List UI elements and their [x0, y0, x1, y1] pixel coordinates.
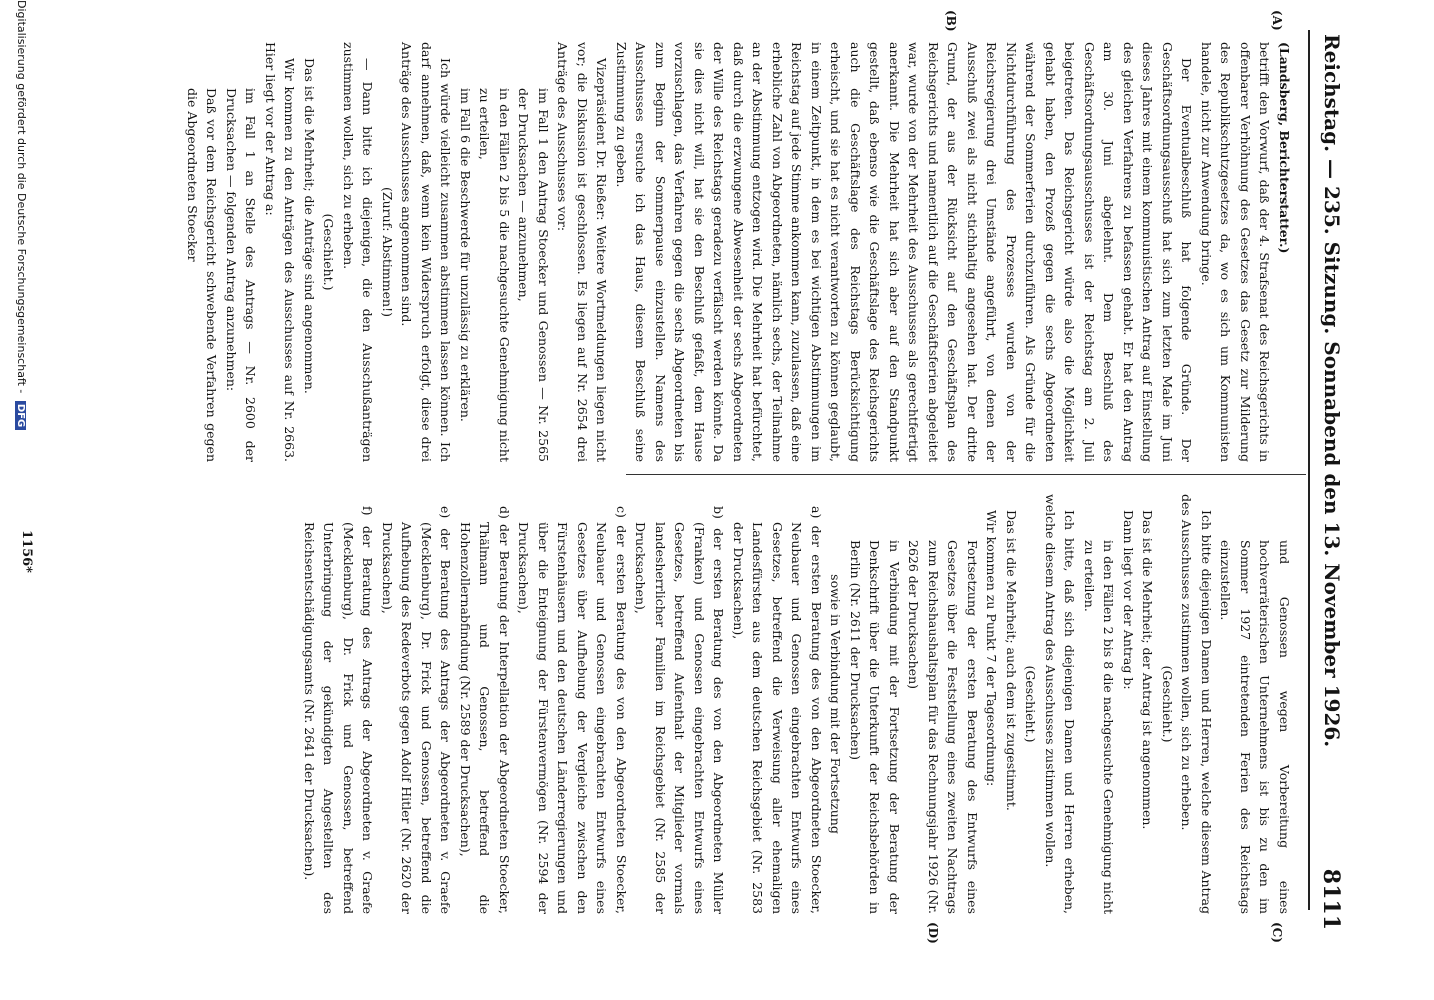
paragraph: a) der ersten Beratung des von den Abgeordneten Stoecker, Neubauer und Genossen eingebrachten Entwurfs eines Gesetzes, betreffend die Verweisung aller ehemaligen Landesfürsten aus dem deutschen Reichsgebiet (Nr. 2583 der Drucksachen), [731, 506, 824, 914]
paragraph: in den Fällen 2 bis 8 die nachgesuchte Genehmigung nicht zu erteilen. [1082, 540, 1117, 914]
paragraph: (Landsberg, Berichterstatter.) [1277, 42, 1292, 254]
paragraph: (Geschieht.) [1160, 665, 1175, 743]
header-page-number: 8111 [1318, 868, 1344, 930]
paragraph: im Fall 1 an Stelle des Antrags — Nr. 2600 der Drucksachen — folgenden Antrag anzunehmen: [224, 88, 259, 462]
paragraph: in den Fällen 2 bis 5 die nachgesuchte Genehmigung nicht zu erteilen, [477, 88, 512, 462]
paragraph: Das ist die Mehrheit; die Anträge sind angenommen. [302, 58, 317, 394]
margin-mark-a: (A) [1270, 10, 1284, 31]
paragraph: d) der Beratung der Interpellation der Abgeordneten Stoecker, Thälmann und Genossen, betreffend die Hohenzollernabfindung (Nr. 2589 der Drucksachen), [458, 506, 512, 914]
paragraph: — Dann bitte ich diejenigen, die den Ausschußanträgen zustimmen wollen, sich zu erheben. [341, 42, 376, 462]
paragraph: b) der ersten Beratung des von den Abgeordneten Müller (Franken) und Genossen eingebrachten Entwurfs eines Gesetzes, betreffend Aufenthalt der Mitglieder vormals landesherrlicher Familien im Reichsgebiet (Nr. 2585 der Drucksachen), [633, 506, 727, 914]
left-column [183, 42, 1295, 462]
margin-mark-d: (D) [926, 922, 940, 944]
paragraph: (Geschieht.) [1023, 665, 1039, 743]
paragraph: Wir kommen zu Punkt 7 der Tagesordnung: [984, 510, 1000, 787]
paragraph: Das ist die Mehrheit; auch dem ist zugestimmt. [1004, 510, 1019, 811]
paragraph: f) der Beratung des Antrags der Abgeordneten v. Graefe (Mecklenburg), Dr. Frick und Genossen, betreffend Unterbringung der gekündigten Angestellten des Reichsentschädigungsamts (Nr. 2641 der Drucksachen). [302, 506, 376, 914]
paragraph: Dann liegt vor der Antrag b: [1121, 510, 1136, 690]
column-divider [626, 474, 1306, 475]
header-title: Reichstag. — 235. Sitzung. Sonnabend den 13. November 1926. [1320, 34, 1344, 748]
paragraph: betrifft den Vorwurf, daß der 4. Strafsenat des Reichsgerichts in offenbarer Verhöhnung des Gesetzes das Gesetz zur Milderung des Republikschutzgesetzes da, wo es sich um Kommunisten handele, nicht zur Anwendung bringe. [1199, 42, 1273, 462]
paragraph: Daß vor dem Reichsgericht schwebende Verfahren gegen die Abgeordneten Stoecker [185, 88, 220, 462]
paragraph: Der Eventualbeschluß hat folgende Gründe. Der Geschäftsordnungsausschuß hat sich zum letzten Male im Juni dieses Jahres mit einem kommunistischen Antrag auf Einstellung des gleichen Verfahrens zu befassen gehabt. Er hat den Antrag am 30. Juni abgelehnt. Dem Beschluß des Geschäftsordnungsausschusses ist der Reichstag am 2. Juli beigetreten. Das Reichsgericht würde also die Möglichkeit gehabt haben, den Prozeß gegen die sechs Abgeordneten während der Sommerferien durchzuführen. Als Gründe für die Nichtdurchführung des Prozesses wurden von der Reichsregierung drei Umstände angeführt, von denen der Ausschuß zwei als nicht stichhaltig angesehen hat. Der dritte Grund, der aus der Rücksicht auf den Geschäftsplan des Reichsgerichts und namentlich auf die Geschäftsferien abgeleitet war, wurde von der Mehrheit des Ausschusses als gerechtfertigt anerkannt. Die Mehrheit hat sich aber auf den Standpunkt gestellt, daß ebenso wie die Geschäftslage des Reichsgerichts auch die Geschäftslage des Reichstags Berücksichtigung erheischt, und sie hat es nicht verantworten zu können geglaubt, in einem Zeitpunkt, in dem es bei wichtigen Abstimmungen im Reichstag auf jede Stimme ankommen kann, zuzulassen, daß eine erhebliche Zahl von Abgeordneten, nämlich sechs, der Teilnahme an der Abstimmung entzogen wird. Die Mehrheit hat befürchtet, daß durch die erzwungene Abwesenheit der sechs Abgeordneten der Wille des Reichstags geradezu verfälscht werden könnte. Da sie dies nicht will, hat sie den Beschluß gefaßt, dem Hause vorzuschlagen, das Verfahren gegen die sechs Abgeordneten bis zum Beginn der Sommerpause einzustellen. Namens des Ausschusses ersuche ich das Haus, diesem Beschluß seine Zustimmung zu geben. [614, 42, 1195, 462]
paragraph: Ich würde vielleicht zusammen abstimmen lassen können. Ich darf annehmen, daß, wenn kein Widerspruch erfolgt, diese drei Anträge des Ausschusses angenommen sind. [399, 42, 454, 462]
paragraph: Ich bitte, daß sich diejenigen Damen und Herren erheben, welche diesem Antrag des Ausschusses zustimmen wollen. [1043, 494, 1078, 914]
paragraph: Das ist die Mehrheit; der Antrag ist angenommen. [1140, 510, 1156, 830]
paragraph: Wir kommen zu den Anträgen des Ausschusses auf Nr. 2663. Hier liegt vor der Antrag a: [263, 42, 298, 462]
paragraph: im Fall 1 den Antrag Stoecker und Genossen — Nr. 2565 der Drucksachen — anzunehmen, [516, 88, 551, 462]
paragraph: und Genossen wegen Vorbereitung eines hochverräterischen Unternehmens ist bis zu den im Sommer 1927 eintretenden Ferien des Reichstags einzustellen. [1218, 540, 1292, 914]
dfg-logo: DFG [15, 401, 26, 430]
paragraph: e) der Beratung des Antrags der Abgeordneten v. Graefe (Mecklenburg), Dr. Frick und Genossen, betreffend die Aufhebung des Redeverbots gegen Adolf Hitler (Nr. 2620 der Drucksachen), [380, 506, 454, 914]
page-header [1294, 0, 1434, 1000]
margin-mark-b: (B) [944, 10, 958, 32]
paragraph: Vizepräsident Dr. Rießer: Weitere Wortmeldungen liegen nicht vor; die Diskussion ist geschlossen. Es liegen auf Nr. 2654 drei Anträge des Ausschusses vor: [555, 42, 610, 462]
paragraph: Ich bitte diejenigen Damen und Herren, welche diesem Antrag des Ausschusses zustimmen wollen, sich zu erheben. [1179, 494, 1214, 914]
digitization-footer [15, 0, 28, 430]
paragraph: Fortsetzung der ersten Beratung des Entwurfs eines Gesetzes über die Feststellung eines zweiten Nachtrags zum Reichshaushaltsplan für das Rechnungsjahr 1926 (Nr. 2626 der Drucksachen) [906, 540, 980, 914]
margin-mark-c: (C) [1270, 922, 1284, 943]
right-column [300, 494, 1295, 914]
page-code: 1156* [19, 530, 34, 573]
paragraph: (Geschieht.) [321, 213, 337, 291]
paragraph: im Fall 6 die Beschwerde für unzulässig zu erklären. [458, 88, 473, 422]
header-rule [1308, 30, 1310, 910]
paragraph: (Zuruf: Abstimmen!) [380, 187, 395, 317]
digitization-note: Digitalisierung gefördert durch die Deutsche Forschungsgemeinschaft - [15, 0, 28, 394]
paragraph: c) der ersten Beratung des von den Abgeordneten Stoecker, Neubauer und Genossen eingebrachten Entwurfs eines Gesetzes über Aufhebung der Vergleiche zwischen den Fürstenhäusern und den deutschen Länderregierungen und über die Enteignung der Fürstenvermögen (Nr. 2594 der Drucksachen), [516, 506, 629, 914]
paragraph: in Verbindung mit der Fortsetzung der Beratung der Denkschrift über die Unterkunft der Reichsbehörden in Berlin (Nr. 2611 der Drucksachen) [848, 540, 902, 914]
paragraph: sowie in Verbindung mit der Fortsetzung [828, 574, 844, 834]
